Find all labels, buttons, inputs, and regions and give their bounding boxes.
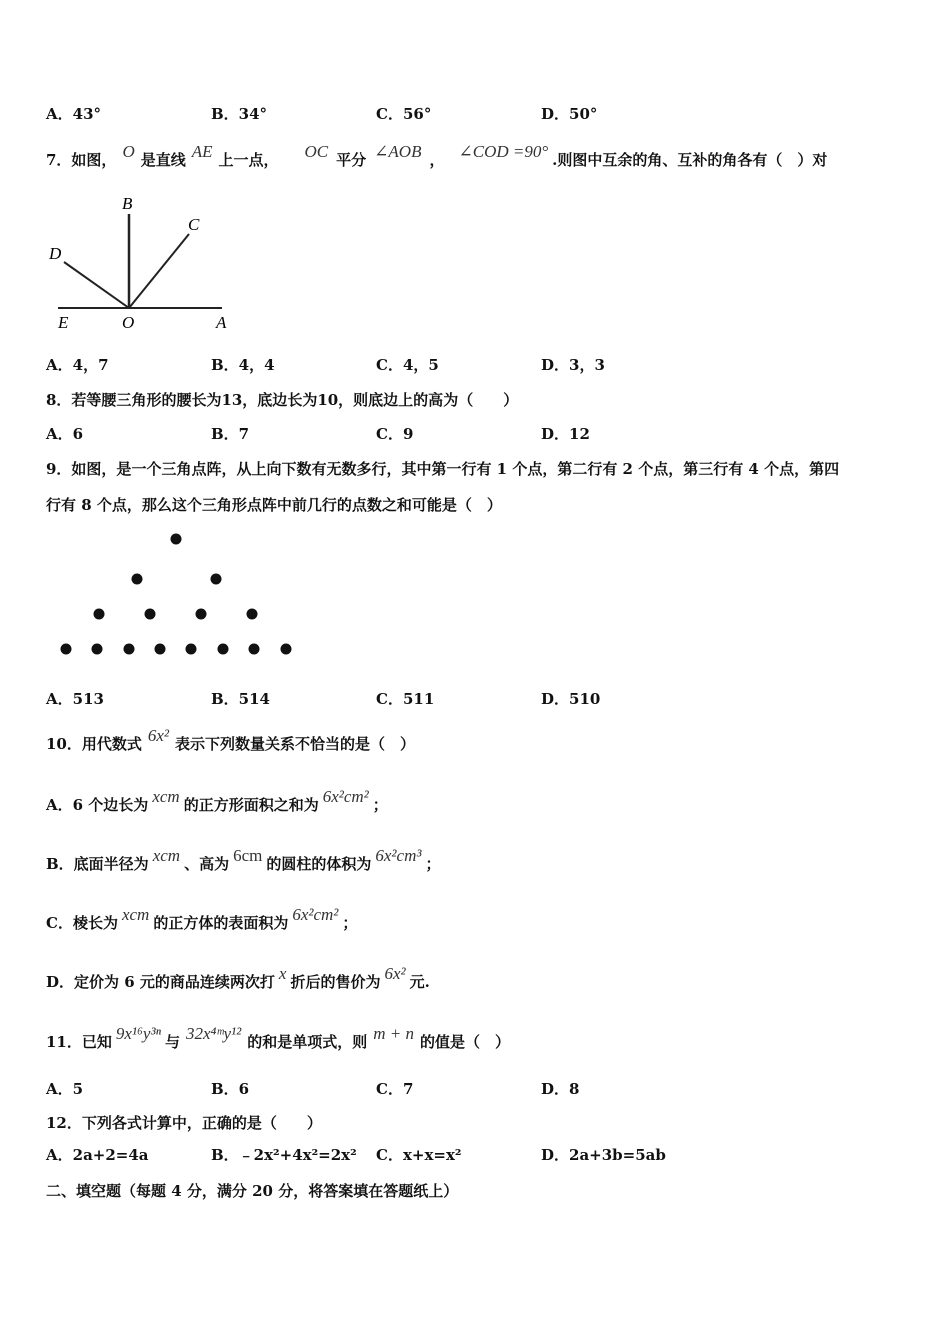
dot: [186, 644, 197, 655]
q12-option-b: B．﹣2x²+4x²=2x²: [211, 1146, 357, 1164]
q10-option-b: B．底面半径为 xcm 、高为 6cm 的圆柱的体积为 6x²cm³ ；: [46, 846, 441, 873]
ray-oc: [129, 234, 189, 308]
q12-stem: 12．下列各式计算中，正确的是（ ）: [46, 1114, 322, 1132]
q8-option-b: B．7: [211, 425, 250, 443]
q9-stem-line1: 9．如图，是一个三角点阵，从上向下数有无数多行，其中第一行有 1 个点，第二行有 2 个点，第三行有 4 个点，第四: [46, 460, 840, 478]
q6-option-a: A．43°: [46, 105, 102, 123]
q7-stem: 7．如图， O 是直线 AE 上一点， OC 平分 ∠AOB ， ∠COD =90° .则图中互余的角、互补的角各有（ ）对: [46, 142, 828, 169]
dot: [94, 609, 105, 620]
dot: [211, 574, 222, 585]
q7-option-c: C．4，5: [376, 356, 439, 374]
dot: [145, 609, 156, 620]
q7-option-b: B．4，4: [211, 356, 275, 374]
q11-option-d: D．8: [541, 1080, 580, 1098]
q12-option-c: C．x+x=x²: [376, 1146, 462, 1164]
q9-stem-line2: 行有 8 个点，那么这个三角形点阵中前几行的点数之和可能是（ ）: [46, 496, 502, 514]
q8-option-c: C．9: [376, 425, 414, 443]
label-d: D: [49, 244, 62, 263]
q9-option-b: B．514: [211, 690, 270, 708]
q10-option-a: A．6 个边长为 xcm 的正方形面积之和为 6x²cm² ；: [46, 787, 388, 814]
section-fill-blank-heading: 二、填空题（每题 4 分，满分 20 分，将答案填在答题纸上）: [46, 1182, 459, 1200]
dot: [92, 644, 103, 655]
q9-option-a: A．513: [46, 690, 104, 708]
dot: [249, 644, 260, 655]
q9-option-d: D．510: [541, 690, 601, 708]
q12-option-d: D．2a+3b=5ab: [541, 1146, 666, 1164]
dot: [218, 644, 229, 655]
q11-option-c: C．7: [376, 1080, 414, 1098]
q12-option-a: A．2a+2=4a: [46, 1146, 149, 1164]
q10-stem: 10．用代数式 6x² 表示下列数量关系不恰当的是（ ）: [46, 726, 416, 753]
dot: [171, 534, 182, 545]
ray-od: [64, 262, 129, 308]
q6-option-b: B．34°: [211, 105, 268, 123]
q10-option-d: D．定价为 6 元的商品连续两次打 x 折后的售价为 6x² 元.: [46, 964, 430, 991]
dot: [61, 644, 72, 655]
q11-option-b: B．6: [211, 1080, 250, 1098]
q7-option-d: D．3，3: [541, 356, 605, 374]
q11-stem: 11．已知 9x¹⁶y³ⁿ 与 32x⁴ᵐy¹² 的和是单项式，则 m + n 的值是（ ）: [46, 1024, 511, 1051]
dot: [124, 644, 135, 655]
label-b: B: [122, 194, 133, 213]
q6-option-c: C．56°: [376, 105, 432, 123]
dot: [247, 609, 258, 620]
label-c: C: [188, 215, 200, 234]
q7-option-a: A．4，7: [46, 356, 109, 374]
q8-option-d: D．12: [541, 425, 590, 443]
q7-angle-figure: [44, 188, 244, 338]
label-o: O: [122, 313, 135, 332]
label-e: E: [58, 313, 69, 332]
dot: [196, 609, 207, 620]
q9-option-c: C．511: [376, 690, 435, 708]
dot: [281, 644, 292, 655]
label-a: A: [216, 313, 227, 332]
q8-option-a: A．6: [46, 425, 84, 443]
q11-option-a: A．5: [46, 1080, 84, 1098]
q10-option-c: C．棱长为 xcm 的正方体的表面积为 6x²cm² ；: [46, 905, 358, 932]
dot: [132, 574, 143, 585]
q6-option-d: D．50°: [541, 105, 598, 123]
q9-dot-triangle: [50, 525, 310, 665]
q8-stem: 8．若等腰三角形的腰长为13，底边长为10，则底边上的高为（ ）: [46, 391, 519, 409]
dot: [155, 644, 166, 655]
